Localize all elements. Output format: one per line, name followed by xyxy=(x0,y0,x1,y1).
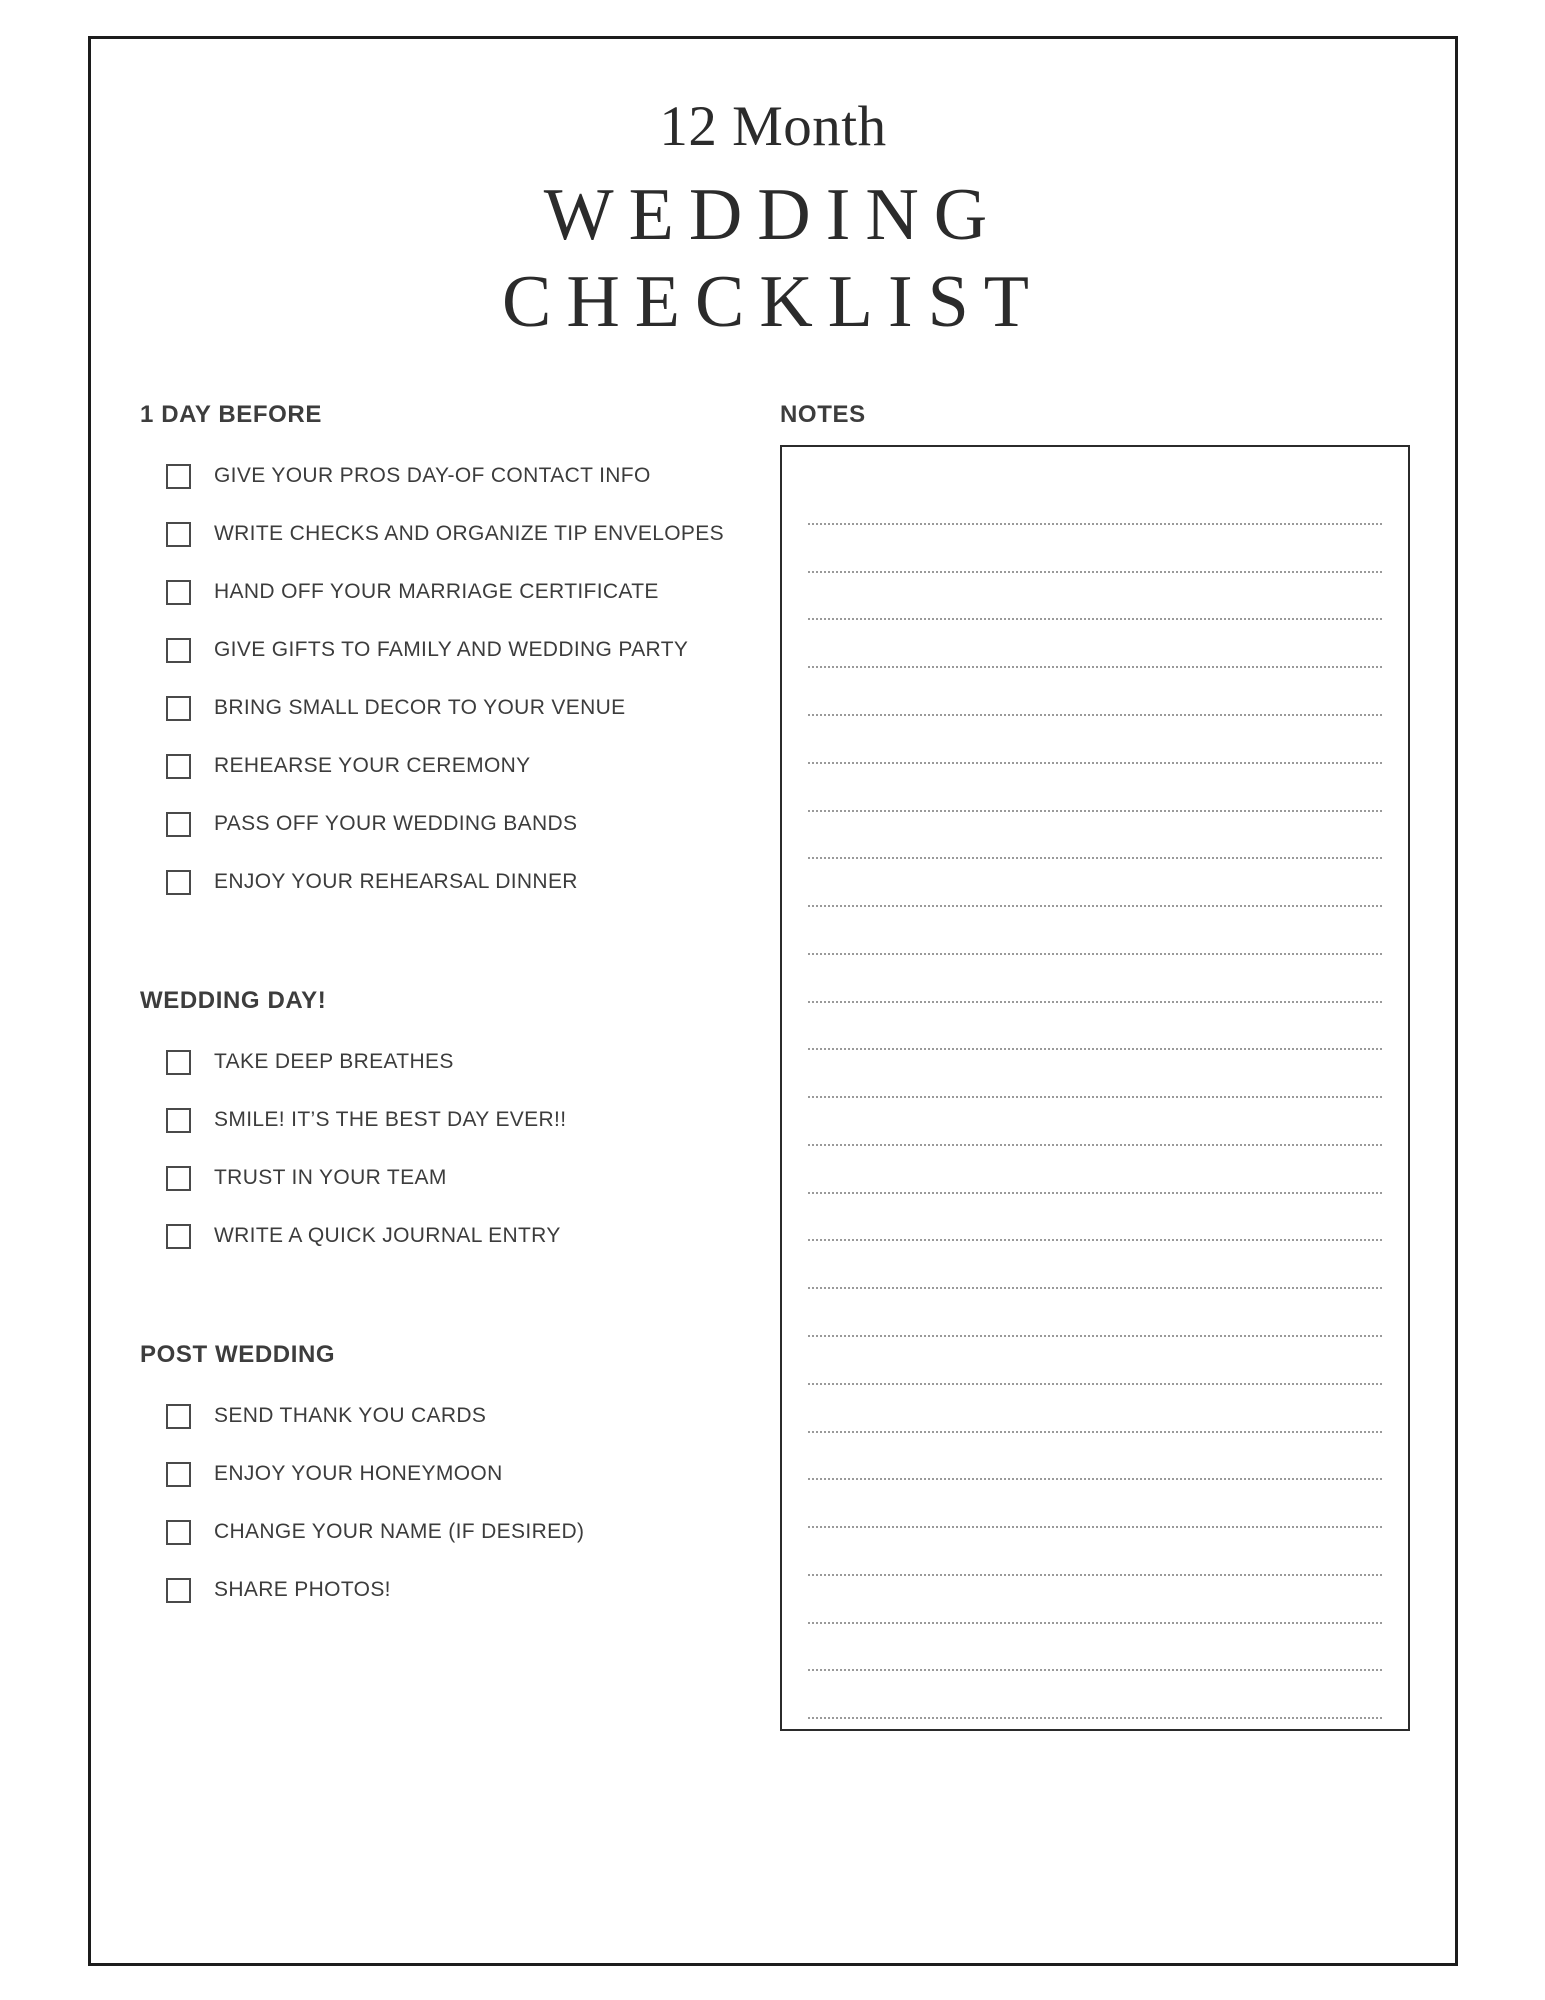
checkbox-icon[interactable] xyxy=(166,1462,191,1487)
list-item-label: HAND OFF YOUR MARRIAGE CERTIFICATE xyxy=(214,580,659,604)
list-item-label: WRITE CHECKS AND ORGANIZE TIP ENVELOPES xyxy=(214,522,724,546)
list-item-label: ENJOY YOUR REHEARSAL DINNER xyxy=(214,870,578,894)
notes-line[interactable] xyxy=(808,1385,1382,1433)
notes-line[interactable] xyxy=(808,620,1382,668)
list-item-label: TRUST IN YOUR TEAM xyxy=(214,1166,447,1190)
list-item[interactable] xyxy=(140,1091,760,1149)
list-item[interactable] xyxy=(140,853,760,911)
list-item-label: SEND THANK YOU CARDS xyxy=(214,1404,487,1428)
notes-line[interactable] xyxy=(808,1003,1382,1051)
checkbox-icon[interactable] xyxy=(166,812,191,837)
page-content xyxy=(88,36,1458,1966)
list-item-label: WRITE A QUICK JOURNAL ENTRY xyxy=(214,1224,561,1248)
section-one-day-before xyxy=(140,401,760,911)
body-columns xyxy=(88,401,1458,1731)
page-title-line-1: WEDDING xyxy=(543,174,1003,256)
notes-line[interactable] xyxy=(808,1671,1382,1719)
checkbox-icon[interactable] xyxy=(166,870,191,895)
checkbox-icon[interactable] xyxy=(166,1578,191,1603)
list-item[interactable] xyxy=(140,679,760,737)
checklist-one-day-before xyxy=(140,447,760,911)
list-item-label: ENJOY YOUR HONEYMOON xyxy=(214,1462,503,1486)
page-subtitle: 12 Month xyxy=(659,95,887,158)
notes-line[interactable] xyxy=(808,1528,1382,1576)
list-item-label: REHEARSE YOUR CEREMONY xyxy=(214,754,531,778)
notes-line[interactable] xyxy=(808,573,1382,621)
list-item[interactable] xyxy=(140,505,760,563)
list-item-label: GIVE GIFTS TO FAMILY AND WEDDING PARTY xyxy=(214,638,689,662)
section-heading: POST WEDDING xyxy=(140,1341,336,1369)
notes-line[interactable] xyxy=(808,1098,1382,1146)
checkbox-icon[interactable] xyxy=(166,754,191,779)
checkbox-icon[interactable] xyxy=(166,638,191,663)
notes-line[interactable] xyxy=(808,1337,1382,1385)
list-item[interactable] xyxy=(140,447,760,505)
list-item[interactable] xyxy=(140,737,760,795)
checkbox-icon[interactable] xyxy=(166,696,191,721)
checkbox-icon[interactable] xyxy=(166,1224,191,1249)
list-item[interactable] xyxy=(140,1149,760,1207)
section-heading: 1 DAY BEFORE xyxy=(140,401,322,429)
page-title-line-2: CHECKLIST xyxy=(502,261,1044,344)
section-heading: WEDDING DAY! xyxy=(140,987,327,1015)
title-block xyxy=(88,36,1458,345)
list-item[interactable] xyxy=(140,621,760,679)
notes-line[interactable] xyxy=(808,1480,1382,1528)
notes-line[interactable] xyxy=(808,1624,1382,1672)
notes-line[interactable] xyxy=(808,668,1382,716)
notes-line[interactable] xyxy=(808,1050,1382,1098)
list-item[interactable] xyxy=(140,795,760,853)
checklist-column xyxy=(140,401,760,1731)
section-wedding-day xyxy=(140,987,760,1265)
notes-line[interactable] xyxy=(808,907,1382,955)
notes-line[interactable] xyxy=(808,859,1382,907)
notes-line[interactable] xyxy=(808,1576,1382,1624)
notes-heading: NOTES xyxy=(780,401,866,429)
list-item[interactable] xyxy=(140,1033,760,1091)
notes-line[interactable] xyxy=(808,955,1382,1003)
list-item[interactable] xyxy=(140,1561,760,1619)
checkbox-icon[interactable] xyxy=(166,1520,191,1545)
notes-column xyxy=(760,401,1410,1731)
notes-line[interactable] xyxy=(808,716,1382,764)
notes-line[interactable] xyxy=(808,1146,1382,1194)
notes-box[interactable] xyxy=(780,445,1410,1731)
list-item-label: CHANGE YOUR NAME (IF DESIRED) xyxy=(214,1520,585,1544)
list-item[interactable] xyxy=(140,1445,760,1503)
list-item-label: GIVE YOUR PROS DAY-OF CONTACT INFO xyxy=(214,464,651,488)
checkbox-icon[interactable] xyxy=(166,1166,191,1191)
notes-line[interactable] xyxy=(808,1433,1382,1481)
list-item[interactable] xyxy=(140,563,760,621)
checkbox-icon[interactable] xyxy=(166,464,191,489)
checkbox-icon[interactable] xyxy=(166,522,191,547)
notes-line[interactable] xyxy=(808,525,1382,573)
notes-line[interactable] xyxy=(808,477,1382,525)
list-item-label: TAKE DEEP BREATHES xyxy=(214,1050,454,1074)
checkbox-icon[interactable] xyxy=(166,1050,191,1075)
checkbox-icon[interactable] xyxy=(166,1108,191,1133)
list-item-label: SMILE! IT’S THE BEST DAY EVER!! xyxy=(214,1108,567,1132)
checkbox-icon[interactable] xyxy=(166,580,191,605)
checkbox-icon[interactable] xyxy=(166,1404,191,1429)
checklist-post-wedding xyxy=(140,1387,760,1619)
notes-line[interactable] xyxy=(808,1289,1382,1337)
list-item[interactable] xyxy=(140,1207,760,1265)
list-item[interactable] xyxy=(140,1503,760,1561)
notes-line[interactable] xyxy=(808,764,1382,812)
notes-line[interactable] xyxy=(808,812,1382,860)
list-item-label: PASS OFF YOUR WEDDING BANDS xyxy=(214,812,578,836)
list-item-label: SHARE PHOTOS! xyxy=(214,1578,391,1602)
list-item[interactable] xyxy=(140,1387,760,1445)
checklist-wedding-day xyxy=(140,1033,760,1265)
section-post-wedding xyxy=(140,1341,760,1619)
notes-line[interactable] xyxy=(808,1194,1382,1242)
list-item-label: BRING SMALL DECOR TO YOUR VENUE xyxy=(214,696,626,720)
notes-line[interactable] xyxy=(808,1241,1382,1289)
